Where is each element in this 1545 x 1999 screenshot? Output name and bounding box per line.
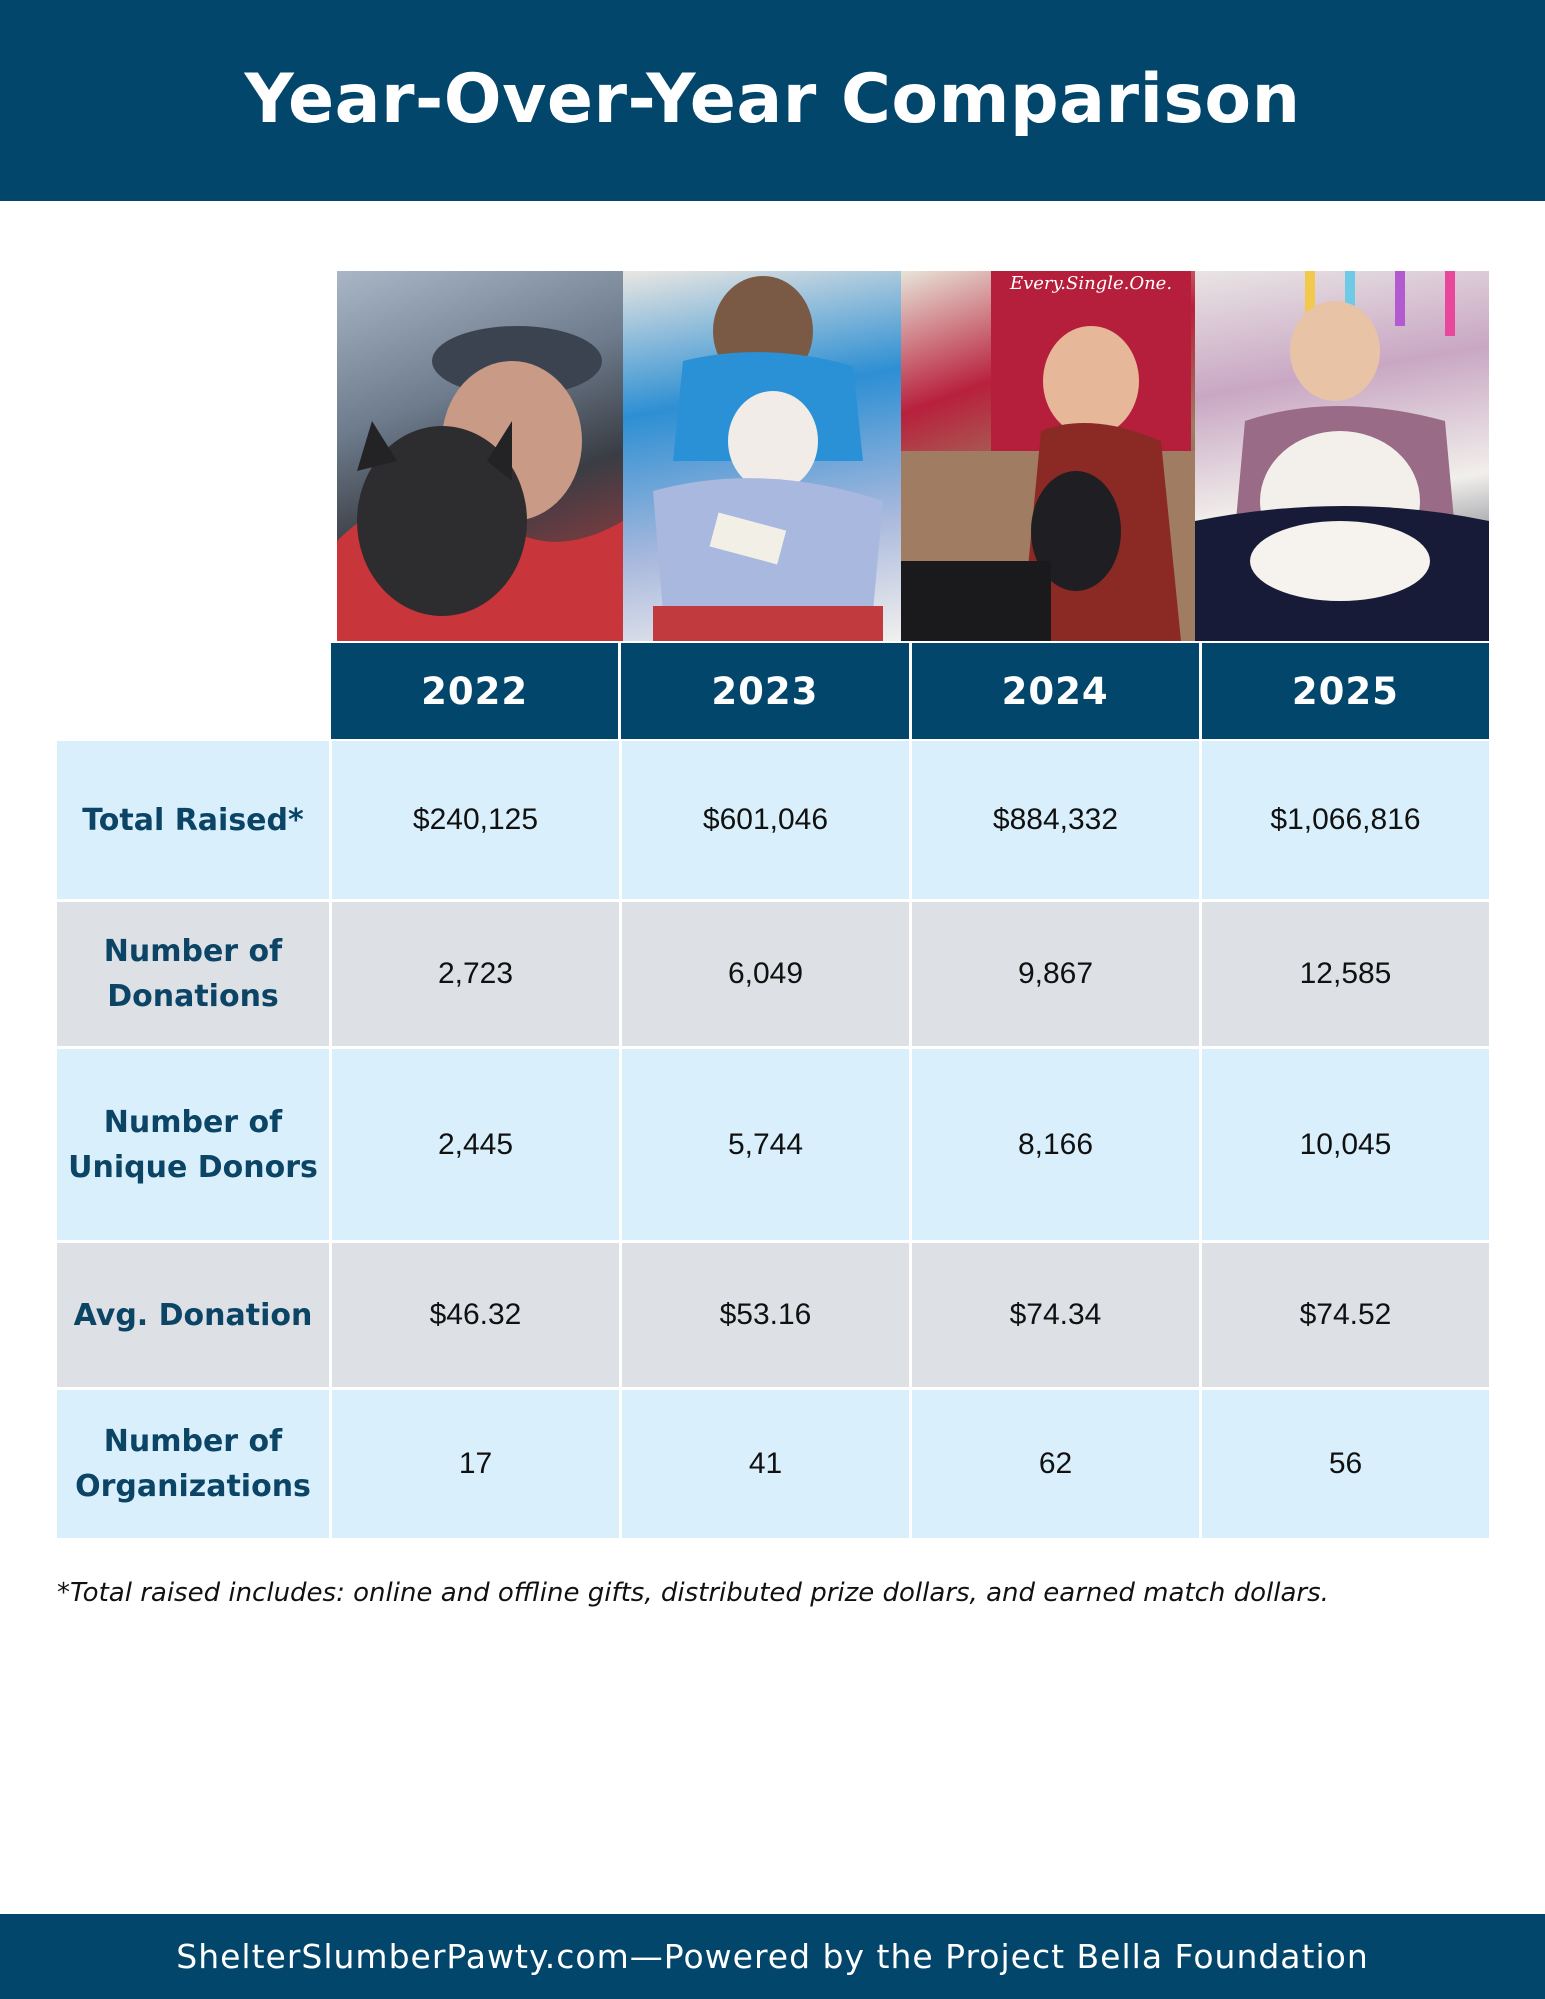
page-footer xyxy=(0,1914,1545,1999)
page-header xyxy=(0,0,1545,201)
page-title: Year-Over-Year Comparison xyxy=(244,60,1301,139)
table-cell: 62 xyxy=(912,1390,1199,1538)
table-row-unique-donors xyxy=(57,1049,1489,1240)
table-cell: 2,723 xyxy=(332,902,619,1046)
row-label: Total Raised* xyxy=(57,741,329,899)
year-header: 2022 xyxy=(331,643,618,739)
table-cell: $74.34 xyxy=(912,1243,1199,1387)
table-cell: 5,744 xyxy=(622,1049,909,1240)
row-label: Number of Unique Donors xyxy=(57,1049,329,1240)
year-header: 2023 xyxy=(621,643,908,739)
row-label: Number of Donations xyxy=(57,902,329,1046)
table-cell: 8,166 xyxy=(912,1049,1199,1240)
photo-2025 xyxy=(1195,271,1489,641)
table-cell: $601,046 xyxy=(622,741,909,899)
table-row-avg-donation xyxy=(57,1243,1489,1387)
table-row-number-of-donations xyxy=(57,902,1489,1046)
table-row-number-of-organizations xyxy=(57,1390,1489,1538)
table-cell: 41 xyxy=(622,1390,909,1538)
table-cell: 17 xyxy=(332,1390,619,1538)
photo-2024 xyxy=(901,271,1195,641)
photo-2024-art xyxy=(901,271,1195,641)
year-header: 2024 xyxy=(912,643,1199,739)
table-cell: $74.52 xyxy=(1202,1243,1489,1387)
photo-2025-art xyxy=(1195,271,1489,641)
photo-2023 xyxy=(623,271,901,641)
photo-2023-art xyxy=(623,271,901,641)
table-cell: $46.32 xyxy=(332,1243,619,1387)
table-cell: $1,066,816 xyxy=(1202,741,1489,899)
table-cell: 2,445 xyxy=(332,1049,619,1240)
row-label: Avg. Donation xyxy=(57,1243,329,1387)
comparison-table xyxy=(57,741,1489,1541)
table-cell: 12,585 xyxy=(1202,902,1489,1046)
year-header: 2025 xyxy=(1202,643,1489,739)
table-cell: $53.16 xyxy=(622,1243,909,1387)
table-cell: $240,125 xyxy=(332,741,619,899)
photo-2022-art xyxy=(337,271,623,641)
table-cell: $884,332 xyxy=(912,741,1199,899)
footer-text: ShelterSlumberPawty.com—Powered by the Project Bella Foundation xyxy=(176,1937,1369,1976)
photo-strip xyxy=(337,271,1489,641)
table-cell: 6,049 xyxy=(622,902,909,1046)
table-cell: 9,867 xyxy=(912,902,1199,1046)
table-cell: 10,045 xyxy=(1202,1049,1489,1240)
table-cell: 56 xyxy=(1202,1390,1489,1538)
photo-2022 xyxy=(337,271,623,641)
row-label: Number of Organizations xyxy=(57,1390,329,1538)
footnote: *Total raised includes: online and offline gifts, distributed prize dollars, and earned match dollars. xyxy=(57,1578,1329,1608)
year-header-row xyxy=(331,643,1489,739)
photo-2024-sign: Every.Single.One. xyxy=(1009,273,1173,294)
table-row-total-raised xyxy=(57,741,1489,899)
